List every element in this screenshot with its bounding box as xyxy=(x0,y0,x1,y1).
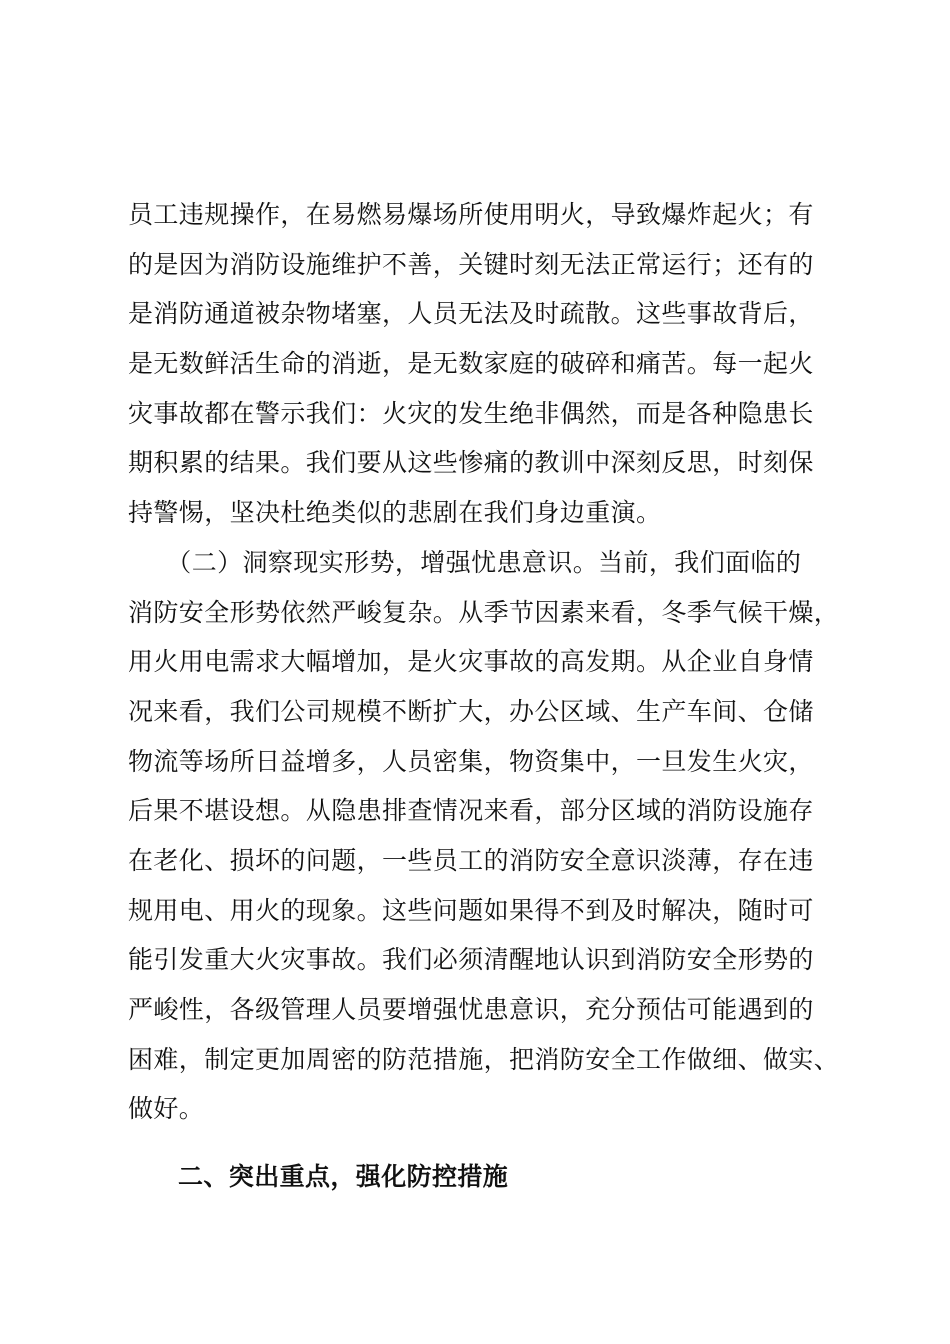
text-line: 后果不堪设想。从隐患排查情况来看，部分区域的消防设施存 xyxy=(128,796,814,826)
body-text xyxy=(128,190,840,1134)
paragraph-1 xyxy=(128,190,828,538)
text-line: 的是因为消防设施维护不善，关键时刻无法正常运行；还有的 xyxy=(128,249,814,279)
text-line: 用火用电需求大幅增加，是火灾事故的高发期。从企业自身情 xyxy=(128,647,814,677)
section-heading: 二、突出重点，强化防控措施 xyxy=(178,1162,509,1191)
text-line: 困难，制定更加周密的防范措施，把消防安全工作做细、做实、 xyxy=(128,1044,840,1074)
text-line: 况来看，我们公司规模不断扩大，办公区域、生产车间、仓储 xyxy=(128,696,814,726)
text-line: 是无数鲜活生命的消逝，是无数家庭的破碎和痛苦。每一起火 xyxy=(128,349,814,379)
text-line: 能引发重大火灾事故。我们必须清醒地认识到消防安全形势的 xyxy=(128,945,814,975)
text-line: 规用电、用火的现象。这些问题如果得不到及时解决，随时可 xyxy=(128,895,814,925)
text-line: 物流等场所日益增多，人员密集，物资集中，一旦发生火灾， xyxy=(128,746,814,776)
text-line: 严峻性，各级管理人员要增强忧患意识，充分预估可能遇到的 xyxy=(128,995,814,1024)
text-line: 在老化、损坏的问题，一些员工的消防安全意识淡薄，存在违 xyxy=(128,845,814,875)
text-line: 做好。 xyxy=(128,1094,205,1124)
text-line: 持警惕，坚决杜绝类似的悲剧在我们身边重演。 xyxy=(128,498,662,528)
text-line: 是消防通道被杂物堵塞，人员无法及时疏散。这些事故背后， xyxy=(128,299,814,329)
text-line: 员工违规操作，在易燃易爆场所使用明火，导致爆炸起火；有 xyxy=(128,200,814,229)
paragraph-2 xyxy=(128,538,840,1134)
text-line: 期积累的结果。我们要从这些惨痛的教训中深刻反思，时刻保 xyxy=(128,448,814,478)
text-line: 灾事故都在警示我们：火灾的发生绝非偶然，而是各种隐患长 xyxy=(128,398,814,428)
text-line: 消防安全形势依然严峻复杂。从季节因素来看，冬季气候干燥， xyxy=(128,597,840,627)
text-line: （二）洞察现实形势，增强忧患意识。当前，我们面临的 xyxy=(128,547,802,577)
